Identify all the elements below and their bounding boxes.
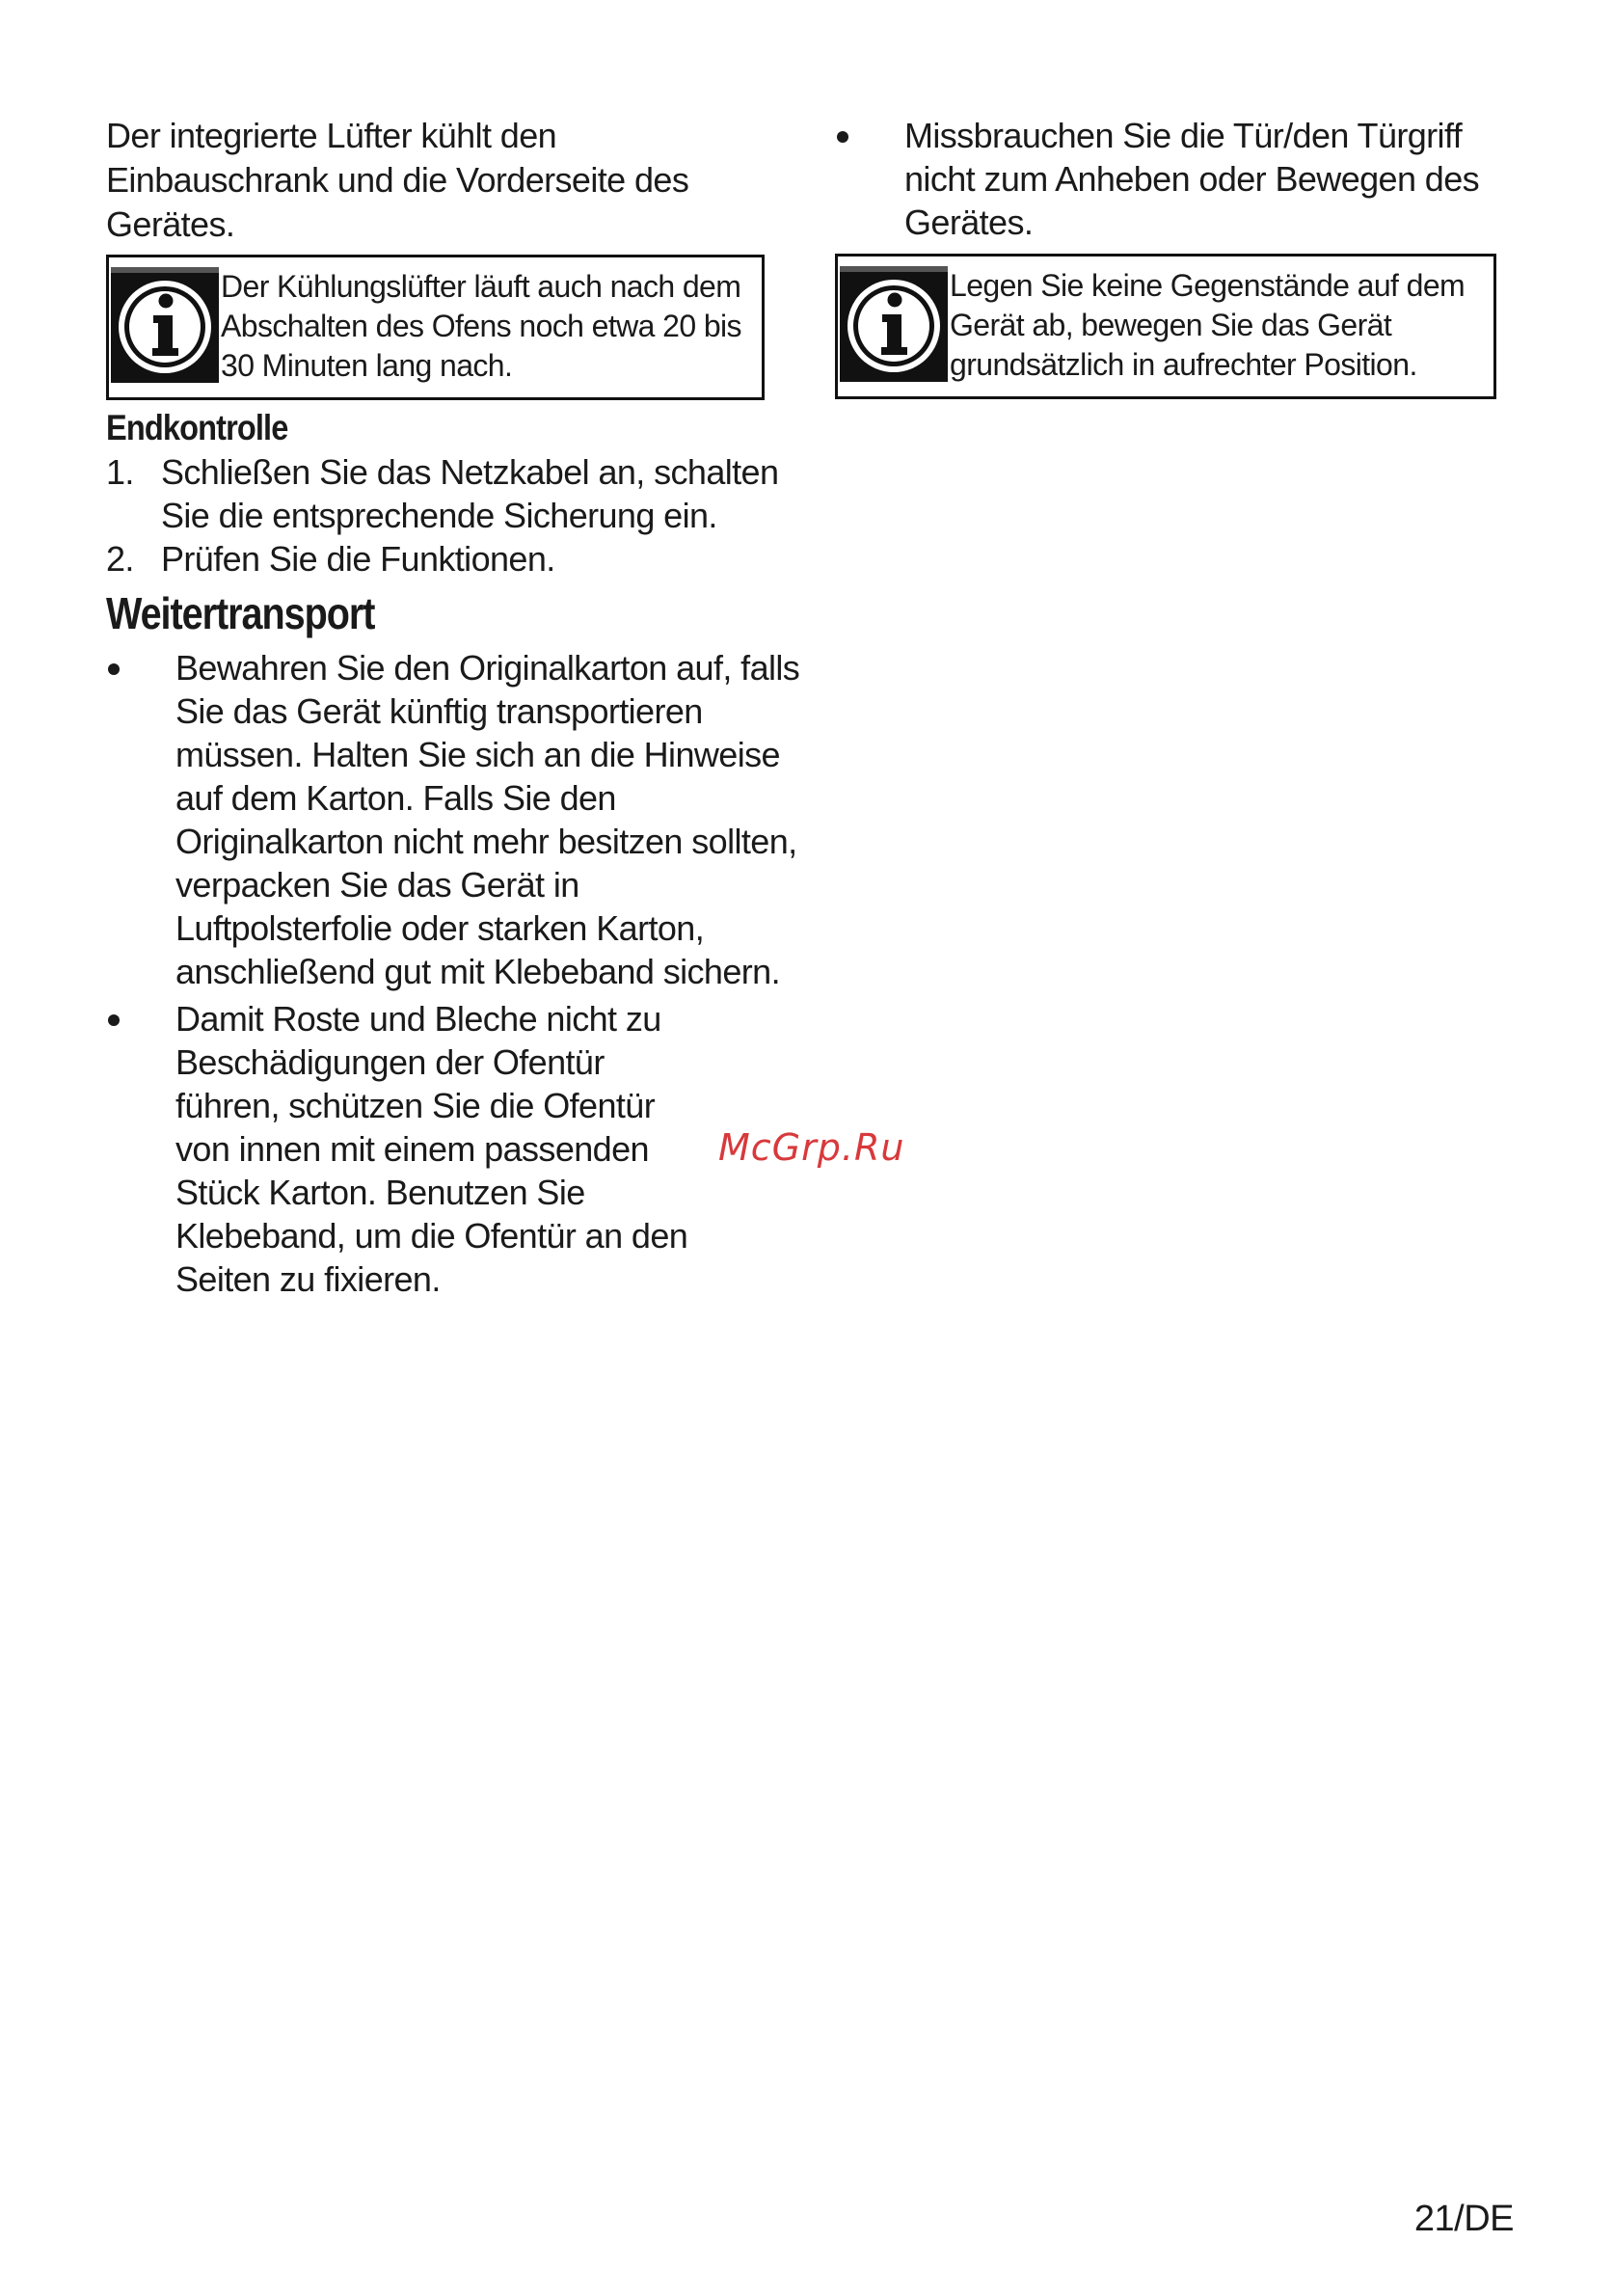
list-number: 2. bbox=[106, 539, 134, 579]
note-text: Legen Sie keine Gegenstände auf dem Gerät ab, bewegen Sie das Gerät grundsätzlich in aufrechter Position. bbox=[950, 268, 1466, 382]
left-column bbox=[106, 114, 800, 1301]
list-item bbox=[106, 537, 800, 581]
section-heading-weitertransport: Weitertransport bbox=[106, 588, 375, 638]
bullet-icon bbox=[835, 114, 904, 244]
list-item-text: Missbrauchen Sie die Tür/den Türgriff nicht zum Anheben oder Bewegen des Gerätes. bbox=[904, 116, 1480, 242]
info-icon bbox=[111, 267, 219, 383]
list-item-text: Schließen Sie das Netzkabel an, schalten Sie die entsprechende Sicherung ein. bbox=[161, 452, 779, 535]
info-note-position bbox=[835, 254, 1496, 399]
watermark: McGrp.Ru bbox=[718, 1126, 905, 1169]
bullet-icon bbox=[106, 997, 175, 1301]
info-icon bbox=[840, 266, 948, 382]
page-number: 21/DE bbox=[1413, 2199, 1514, 2239]
list-item bbox=[106, 450, 800, 537]
section-heading-endkontrolle: Endkontrolle bbox=[106, 408, 288, 447]
right-column bbox=[835, 114, 1510, 399]
bullet-icon bbox=[106, 646, 175, 993]
intro-paragraph: Der integrierte Lüfter kühlt den Einbauschrank und die Vorderseite des Gerätes. bbox=[106, 116, 689, 244]
list-item bbox=[106, 997, 800, 1301]
list-item bbox=[106, 646, 800, 993]
list-item bbox=[835, 114, 1510, 244]
list-item-text: Prüfen Sie die Funktionen. bbox=[161, 539, 555, 579]
list-number: 1. bbox=[106, 452, 134, 492]
info-note-fan bbox=[106, 255, 765, 400]
weitertransport-bullets bbox=[106, 646, 800, 1301]
list-item-text: Bewahren Sie den Originalkarton auf, falls Sie das Gerät künftig transportieren müssen. Halten Sie sich an die Hinweise auf dem Karton. Falls Sie den Originalkarton nicht mehr besitzen sollten, verpacken Sie das Gerät in Luftpolsterfolie oder starken Karton, anschließend gut mit Klebeband sichern. bbox=[175, 648, 800, 991]
note-text: Der Kühlungslüfter läuft auch nach dem Abschalten des Ofens noch etwa 20 bis 30 Minuten lang nach. bbox=[221, 269, 741, 383]
endkontrolle-steps bbox=[106, 450, 800, 581]
list-item-text: Damit Roste und Bleche nicht zu Beschädigungen der Ofentür führen, schützen Sie die Ofentür von innen mit einem passenden Stück Karton. Benutzen Sie Klebeband, um die Ofentür an den Seiten zu fixieren. bbox=[175, 999, 688, 1299]
right-bullets bbox=[835, 114, 1510, 244]
